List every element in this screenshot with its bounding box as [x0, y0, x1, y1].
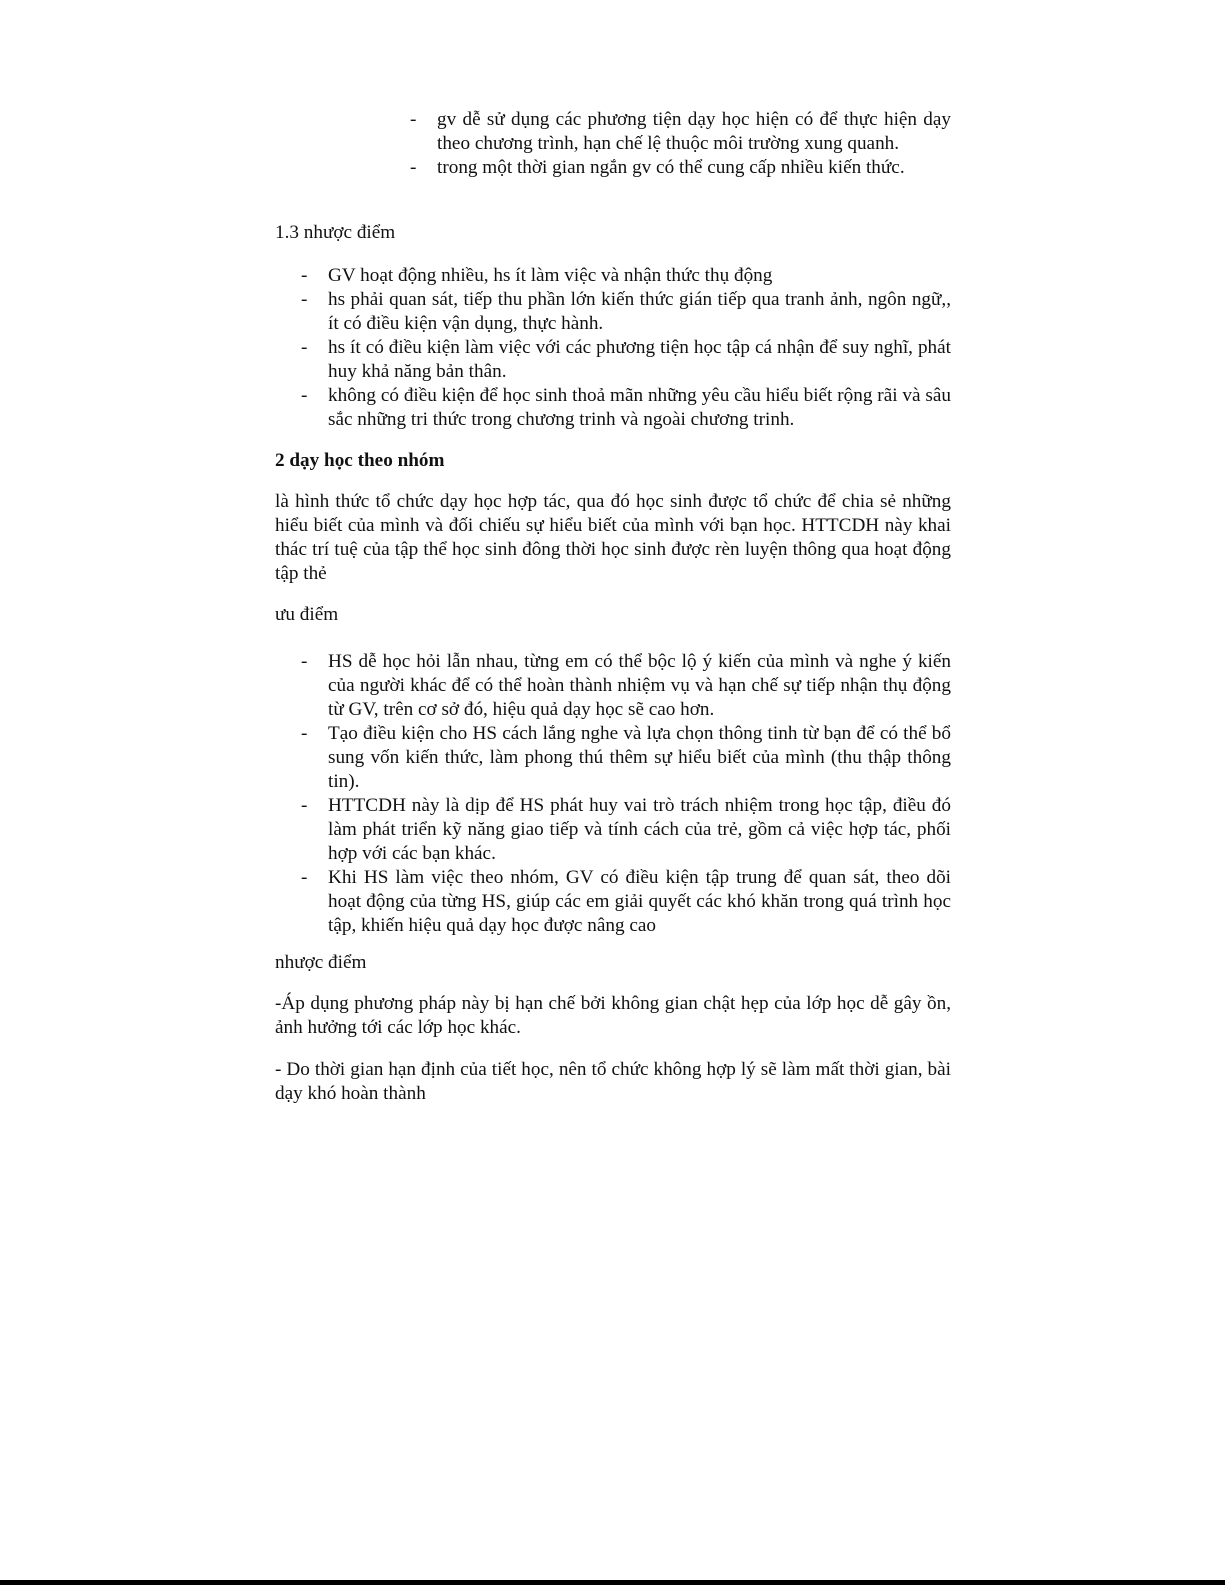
list-item: - trong một thời gian ngắn gv có thể cung cấp nhiều kiến thức.	[437, 156, 951, 180]
section-1-3-list	[328, 264, 951, 432]
list-item: - HTTCDH này là dịp để HS phát huy vai trò trách nhiệm trong học tập, điều đó làm phát triển kỹ năng giao tiếp và tính cách của trẻ, gồm cả việc hợp tác, phối hợp với các bạn khác.	[328, 794, 951, 866]
section-1-3-heading: 1.3 nhược điểm	[275, 222, 396, 243]
top-advantages-list	[437, 108, 951, 180]
list-item: - GV hoạt động nhiều, hs ít làm việc và nhận thức thụ động	[328, 264, 951, 288]
disadvantages-heading: nhược điểm	[275, 952, 367, 973]
advantages-heading: ưu điểm	[275, 604, 339, 625]
section-2-heading: 2 dạy học theo nhóm	[275, 450, 445, 471]
list-item: - hs phải quan sát, tiếp thu phần lớn kiến thức gián tiếp qua tranh ảnh, ngôn ngữ,, ít có điều kiện vận dụng, thực hành.	[328, 288, 951, 336]
list-item: - Khi HS làm việc theo nhóm, GV có điều kiện tập trung để quan sát, theo dõi hoạt động của từng HS, giúp các em giải quyết các khó khăn trong quá trình học tập, khiến hiệu quả dạy học được nâng cao	[328, 866, 951, 938]
list-item: - không có điều kiện để học sinh thoả mãn những yêu cầu hiểu biết rộng rãi và sâu sắc những tri thức trong chương trinh và ngoài chương trinh.	[328, 384, 951, 432]
list-item: - HS dễ học hỏi lẫn nhau, từng em có thể bộc lộ ý kiến của mình và nghe ý kiến của người khác để có thể hoàn thành nhiệm vụ và hạn chế sự tiếp nhận thụ động từ GV, trên cơ sở đó, hiệu quả dạy học sẽ cao hơn.	[328, 650, 951, 722]
disadvantage-paragraph-1: -Áp dụng phương pháp này bị hạn chế bởi không gian chật hẹp của lớp học dễ gây ồn, ảnh hưởng tới các lớp học khác.	[275, 993, 951, 1038]
section-2-intro: là hình thức tổ chức dạy học hợp tác, qua đó học sinh được tổ chức để chia sẻ những hiểu biết của mình và đối chiếu sự hiểu biết của mình với bạn học. HTTCDH này khai thác trí tuệ của tập thể học sinh đông thời học sinh được rèn luyện thông qua hoạt động tập thẻ	[275, 491, 951, 584]
list-item: - hs ít có điều kiện làm việc với các phương tiện học tập cá nhận để suy nghĩ, phát huy khả năng bản thân.	[328, 336, 951, 384]
list-item: - gv dễ sử dụng các phương tiện dạy học hiện có để thực hiện dạy theo chương trình, hạn chế lệ thuộc môi trường xung quanh.	[437, 108, 951, 156]
bottom-border	[0, 1580, 1225, 1585]
disadvantage-paragraph-2: - Do thời gian hạn định của tiết học, nên tổ chức không hợp lý sẽ làm mất thời gian, bài dạy khó hoàn thành	[275, 1059, 951, 1104]
list-item: - Tạo điều kiện cho HS cách lắng nghe và lựa chọn thông tinh từ bạn để có thể bổ sung vốn kiến thức, làm phong thú thêm sự hiểu biết của mình (thu thập thông tin).	[328, 722, 951, 794]
group-advantages-list	[328, 650, 951, 938]
